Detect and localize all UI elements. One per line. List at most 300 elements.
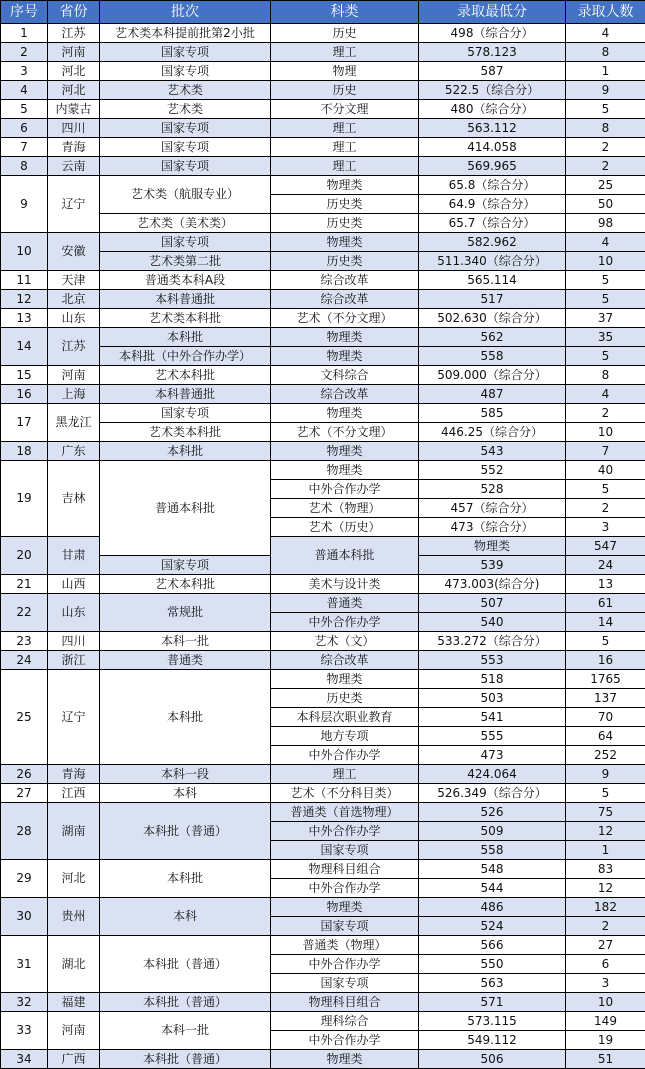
row-min-score: 565.114 [419,271,566,290]
row-admitted-count: 149 [566,1012,645,1031]
table-row [1,157,645,176]
row-admitted-count: 10 [566,423,645,442]
row-min-score: 571 [419,993,566,1012]
row-batch: 普通本科批 [271,537,419,575]
row-min-score: 522.5（综合分） [419,81,566,100]
row-subject: 物理类 [271,176,419,195]
table-row [1,803,645,822]
row-admitted-count: 2 [566,499,645,518]
row-province: 青海 [48,765,100,784]
table-row [1,575,645,594]
row-province: 安徽 [48,233,100,271]
row-subject: 物理类 [271,347,419,366]
row-admitted-count: 1 [566,841,645,860]
row-min-score: 506 [419,1050,566,1069]
row-admitted-count: 98 [566,214,645,233]
row-batch: 本科批 [100,442,271,461]
row-admitted-count: 8 [566,43,645,62]
row-admitted-count: 1 [566,62,645,81]
row-subject: 地方专项 [271,727,419,746]
row-no: 6 [1,119,48,138]
row-admitted-count: 27 [566,936,645,955]
row-no: 8 [1,157,48,176]
row-subject: 国家专项 [100,556,271,575]
row-no: 14 [1,328,48,366]
row-batch: 艺术类（美术类） [100,214,271,233]
row-no: 3 [1,62,48,81]
row-admitted-count: 9 [566,81,645,100]
row-min-score: 502.630（综合分） [419,309,566,328]
row-admitted-count: 19 [566,1031,645,1050]
row-batch: 艺术类本科批 [100,309,271,328]
row-admitted-count: 61 [566,594,645,613]
row-subject: 物理类 [271,328,419,347]
row-no: 2 [1,43,48,62]
row-batch: 普通类 [100,651,271,670]
row-min-score: 585 [419,404,566,423]
row-admitted-count: 5 [566,100,645,119]
row-province: 四川 [48,119,100,138]
row-subject: 理工 [271,765,419,784]
row-admitted-count: 50 [566,195,645,214]
row-province: 江西 [48,784,100,803]
table-row [1,461,645,480]
table-row [1,366,645,385]
row-min-score: 553 [419,651,566,670]
row-no: 31 [1,936,48,993]
row-subject: 理科综合 [271,1012,419,1031]
row-province: 浙江 [48,651,100,670]
row-min-score: 64.9（综合分） [419,195,566,214]
row-batch: 本科一批 [100,632,271,651]
row-no: 7 [1,138,48,157]
row-admitted-count: 14 [566,613,645,632]
table-row [1,100,645,119]
row-admitted-count: 4 [566,385,645,404]
row-subject: 中外合作办学 [271,879,419,898]
row-min-score: 563.112 [419,119,566,138]
row-no: 11 [1,271,48,290]
row-batch: 本科批 [100,328,271,347]
row-province: 云南 [48,157,100,176]
row-batch: 普通类本科A段 [100,271,271,290]
row-admitted-count: 13 [566,575,645,594]
row-province: 江苏 [48,24,100,43]
row-min-score: 544 [419,879,566,898]
row-subject: 普通类（首选物理） [271,803,419,822]
row-subject: 物理科目组合 [271,860,419,879]
row-admitted-count: 2 [566,917,645,936]
row-min-score: 473 [419,746,566,765]
row-province: 辽宁 [48,176,100,233]
header-min-score: 录取最低分 [419,1,566,24]
table-body [1,24,645,1069]
row-admitted-count: 5 [566,290,645,309]
table-row [1,594,645,613]
row-min-score: 424.064 [419,765,566,784]
row-batch: 艺术类 [100,81,271,100]
row-subject: 物理类 [271,1050,419,1069]
row-batch: 本科批 [100,860,271,898]
row-subject: 历史 [271,24,419,43]
row-batch: 国家专项 [100,233,271,252]
row-min-score: 548 [419,860,566,879]
row-no: 5 [1,100,48,119]
table-header [1,1,645,24]
row-subject: 历史类 [271,195,419,214]
row-no: 22 [1,594,48,632]
table-row [1,309,645,328]
row-province: 广东 [48,442,100,461]
header-admitted-count: 录取人数 [566,1,645,24]
row-batch: 本科批 [100,670,271,765]
row-subject: 普通类 [271,594,419,613]
row-min-score: 569.965 [419,157,566,176]
row-province: 山东 [48,309,100,328]
row-admitted-count: 51 [566,1050,645,1069]
row-batch: 艺术类第二批 [100,252,271,271]
row-no: 18 [1,442,48,461]
row-subject: 艺术（历史） [271,518,419,537]
row-admitted-count: 70 [566,708,645,727]
row-no: 19 [1,461,48,537]
row-min-score: 558 [419,841,566,860]
row-min-score: 587 [419,62,566,81]
row-no: 25 [1,670,48,765]
table-row [1,385,645,404]
row-subject: 中外合作办学 [271,480,419,499]
row-min-score: 487 [419,385,566,404]
row-admitted-count: 3 [566,518,645,537]
row-no: 10 [1,233,48,271]
row-admitted-count: 5 [566,271,645,290]
row-admitted-count: 4 [566,233,645,252]
row-min-score: 507 [419,594,566,613]
row-batch: 本科批（普通） [100,993,271,1012]
row-subject: 艺术（文） [271,632,419,651]
row-no: 29 [1,860,48,898]
row-min-score: 446.25（综合分） [419,423,566,442]
table-row [1,898,645,917]
row-province: 山东 [48,594,100,632]
row-subject: 中外合作办学 [271,822,419,841]
row-admitted-count: 40 [566,461,645,480]
row-subject: 综合改革 [271,271,419,290]
row-province: 河南 [48,43,100,62]
row-admitted-count: 83 [566,860,645,879]
row-subject: 历史类 [271,252,419,271]
row-subject: 物理 [271,62,419,81]
row-admitted-count: 5 [566,480,645,499]
row-admitted-count: 7 [566,442,645,461]
row-min-score: 518 [419,670,566,689]
row-batch: 本科一批 [100,1012,271,1050]
row-subject: 艺术（不分文理） [271,309,419,328]
row-min-score: 547 [566,537,645,556]
row-min-score: 511.340（综合分） [419,252,566,271]
row-admitted-count: 37 [566,309,645,328]
table-row [1,442,645,461]
row-batch: 艺术本科批 [100,366,271,385]
row-province: 贵州 [48,898,100,936]
table-row [1,1050,645,1069]
row-admitted-count: 12 [566,822,645,841]
table-row [1,784,645,803]
row-min-score: 526.349（综合分） [419,784,566,803]
table-row [1,62,645,81]
row-admitted-count: 35 [566,328,645,347]
row-admitted-count: 75 [566,803,645,822]
row-admitted-count: 10 [566,252,645,271]
row-min-score: 473（综合分） [419,518,566,537]
row-min-score: 550 [419,955,566,974]
row-batch: 本科普通批 [100,385,271,404]
table-row [1,632,645,651]
table-row [1,138,645,157]
row-subject: 理工 [271,119,419,138]
row-no: 12 [1,290,48,309]
row-min-score: 582.962 [419,233,566,252]
row-batch: 国家专项 [100,157,271,176]
table-row [1,993,645,1012]
row-subject: 美术与设计类 [271,575,419,594]
row-batch: 普通本科批 [100,461,271,556]
row-admitted-count: 1765 [566,670,645,689]
row-admitted-count: 2 [566,138,645,157]
row-subject: 物理科目组合 [271,993,419,1012]
row-batch: 国家专项 [100,43,271,62]
header-subject: 科类 [271,1,419,24]
row-admitted-count: 6 [566,955,645,974]
row-no: 20 [1,537,48,575]
row-batch: 国家专项 [100,404,271,423]
row-province: 甘肃 [48,537,100,575]
row-batch: 本科 [100,784,271,803]
row-min-score: 563 [419,974,566,993]
row-min-score: 558 [419,347,566,366]
row-batch: 国家专项 [100,138,271,157]
row-min-score: 65.7（综合分） [419,214,566,233]
row-min-score: 539 [419,556,566,575]
row-subject: 文科综合 [271,366,419,385]
row-subject: 物理类 [271,898,419,917]
table-row [1,404,645,423]
row-admitted-count: 64 [566,727,645,746]
row-admitted-count: 10 [566,993,645,1012]
row-batch: 国家专项 [100,119,271,138]
row-subject: 物理类 [271,442,419,461]
row-province: 吉林 [48,461,100,537]
row-province: 河北 [48,81,100,100]
row-min-score: 566 [419,936,566,955]
row-admitted-count: 8 [566,119,645,138]
row-min-score: 65.8（综合分） [419,176,566,195]
row-subject: 物理类 [271,670,419,689]
row-subject: 物理类 [419,537,566,556]
row-province: 青海 [48,138,100,157]
row-admitted-count: 137 [566,689,645,708]
table-row [1,233,645,252]
row-province: 江苏 [48,328,100,366]
row-province: 内蒙古 [48,100,100,119]
row-min-score: 543 [419,442,566,461]
row-subject: 综合改革 [271,385,419,404]
row-province: 湖南 [48,803,100,860]
row-batch: 本科批（中外合作办学） [100,347,271,366]
table-row [1,81,645,100]
row-min-score: 524 [419,917,566,936]
row-batch: 艺术类（航服专业） [100,176,271,214]
table-row [1,290,645,309]
row-min-score: 509.000（综合分） [419,366,566,385]
row-no: 17 [1,404,48,442]
row-batch: 本科批（普通） [100,936,271,993]
row-subject: 普通类（物理） [271,936,419,955]
row-province: 四川 [48,632,100,651]
row-min-score: 457（综合分） [419,499,566,518]
row-batch: 本科批（普通） [100,803,271,860]
row-min-score: 541 [419,708,566,727]
table-row [1,537,645,556]
row-subject: 理工 [271,138,419,157]
row-admitted-count: 4 [566,24,645,43]
row-batch: 艺术类 [100,100,271,119]
row-subject: 艺术（不分文理） [271,423,419,442]
row-min-score: 533.272（综合分） [419,632,566,651]
row-province: 福建 [48,993,100,1012]
row-admitted-count: 25 [566,176,645,195]
row-subject: 历史类 [271,689,419,708]
row-province: 广西 [48,1050,100,1069]
header-no: 序号 [1,1,48,24]
row-min-score: 528 [419,480,566,499]
row-subject: 中外合作办学 [271,1031,419,1050]
row-no: 1 [1,24,48,43]
row-no: 27 [1,784,48,803]
row-province: 河北 [48,860,100,898]
row-batch: 本科普通批 [100,290,271,309]
row-no: 26 [1,765,48,784]
row-min-score: 480（综合分） [419,100,566,119]
row-admitted-count: 2 [566,404,645,423]
row-province: 山西 [48,575,100,594]
row-subject: 理工 [271,157,419,176]
row-batch: 本科一段 [100,765,271,784]
row-admitted-count: 252 [566,746,645,765]
row-subject: 中外合作办学 [271,955,419,974]
row-admitted-count: 5 [566,784,645,803]
row-admitted-count: 3 [566,974,645,993]
row-admitted-count: 24 [566,556,645,575]
row-province: 辽宁 [48,670,100,765]
row-subject: 物理类 [271,461,419,480]
table-row [1,670,645,689]
row-min-score: 562 [419,328,566,347]
row-province: 上海 [48,385,100,404]
table-row [1,24,645,43]
header-province: 省份 [48,1,100,24]
row-admitted-count: 5 [566,632,645,651]
row-subject: 国家专项 [271,974,419,993]
row-min-score: 486 [419,898,566,917]
row-batch: 艺术类本科提前批第2小批 [100,24,271,43]
row-subject: 中外合作办学 [271,746,419,765]
row-batch: 常规批 [100,594,271,632]
row-min-score: 509 [419,822,566,841]
row-batch: 本科 [100,898,271,936]
row-admitted-count: 2 [566,157,645,176]
table-row [1,176,645,195]
row-no: 23 [1,632,48,651]
row-no: 4 [1,81,48,100]
row-min-score: 414.058 [419,138,566,157]
row-province: 黑龙江 [48,404,100,442]
row-min-score: 555 [419,727,566,746]
row-no: 16 [1,385,48,404]
table-row [1,765,645,784]
row-min-score: 549.112 [419,1031,566,1050]
row-no: 28 [1,803,48,860]
table-row [1,119,645,138]
row-subject: 艺术（不分科目类） [271,784,419,803]
row-min-score: 573.115 [419,1012,566,1031]
row-admitted-count: 16 [566,651,645,670]
row-province: 北京 [48,290,100,309]
row-subject: 国家专项 [271,917,419,936]
row-min-score: 526 [419,803,566,822]
table-row [1,860,645,879]
row-no: 21 [1,575,48,594]
table-row [1,1012,645,1031]
row-subject: 综合改革 [271,651,419,670]
row-no: 24 [1,651,48,670]
row-admitted-count: 182 [566,898,645,917]
row-no: 30 [1,898,48,936]
row-province: 河北 [48,62,100,81]
row-subject: 国家专项 [271,841,419,860]
row-subject: 理工 [271,43,419,62]
row-min-score: 552 [419,461,566,480]
row-batch: 艺术类本科批 [100,423,271,442]
row-province: 河南 [48,366,100,385]
row-subject: 物理类 [271,404,419,423]
row-min-score: 517 [419,290,566,309]
row-subject: 综合改革 [271,290,419,309]
row-no: 13 [1,309,48,328]
table-row [1,328,645,347]
row-no: 33 [1,1012,48,1050]
row-no: 34 [1,1050,48,1069]
row-no: 15 [1,366,48,385]
row-batch: 本科批（普通） [100,1050,271,1069]
row-subject: 中外合作办学 [271,613,419,632]
header-row [1,1,645,24]
row-admitted-count: 9 [566,765,645,784]
row-min-score: 498（综合分） [419,24,566,43]
row-min-score: 503 [419,689,566,708]
table-row [1,271,645,290]
row-admitted-count: 8 [566,366,645,385]
row-no: 32 [1,993,48,1012]
row-province: 湖北 [48,936,100,993]
row-min-score: 473.003(综合分) [419,575,566,594]
table-row [1,43,645,62]
row-admitted-count: 12 [566,879,645,898]
header-batch: 批次 [100,1,271,24]
row-admitted-count: 5 [566,347,645,366]
row-subject: 不分文理 [271,100,419,119]
row-min-score: 578.123 [419,43,566,62]
